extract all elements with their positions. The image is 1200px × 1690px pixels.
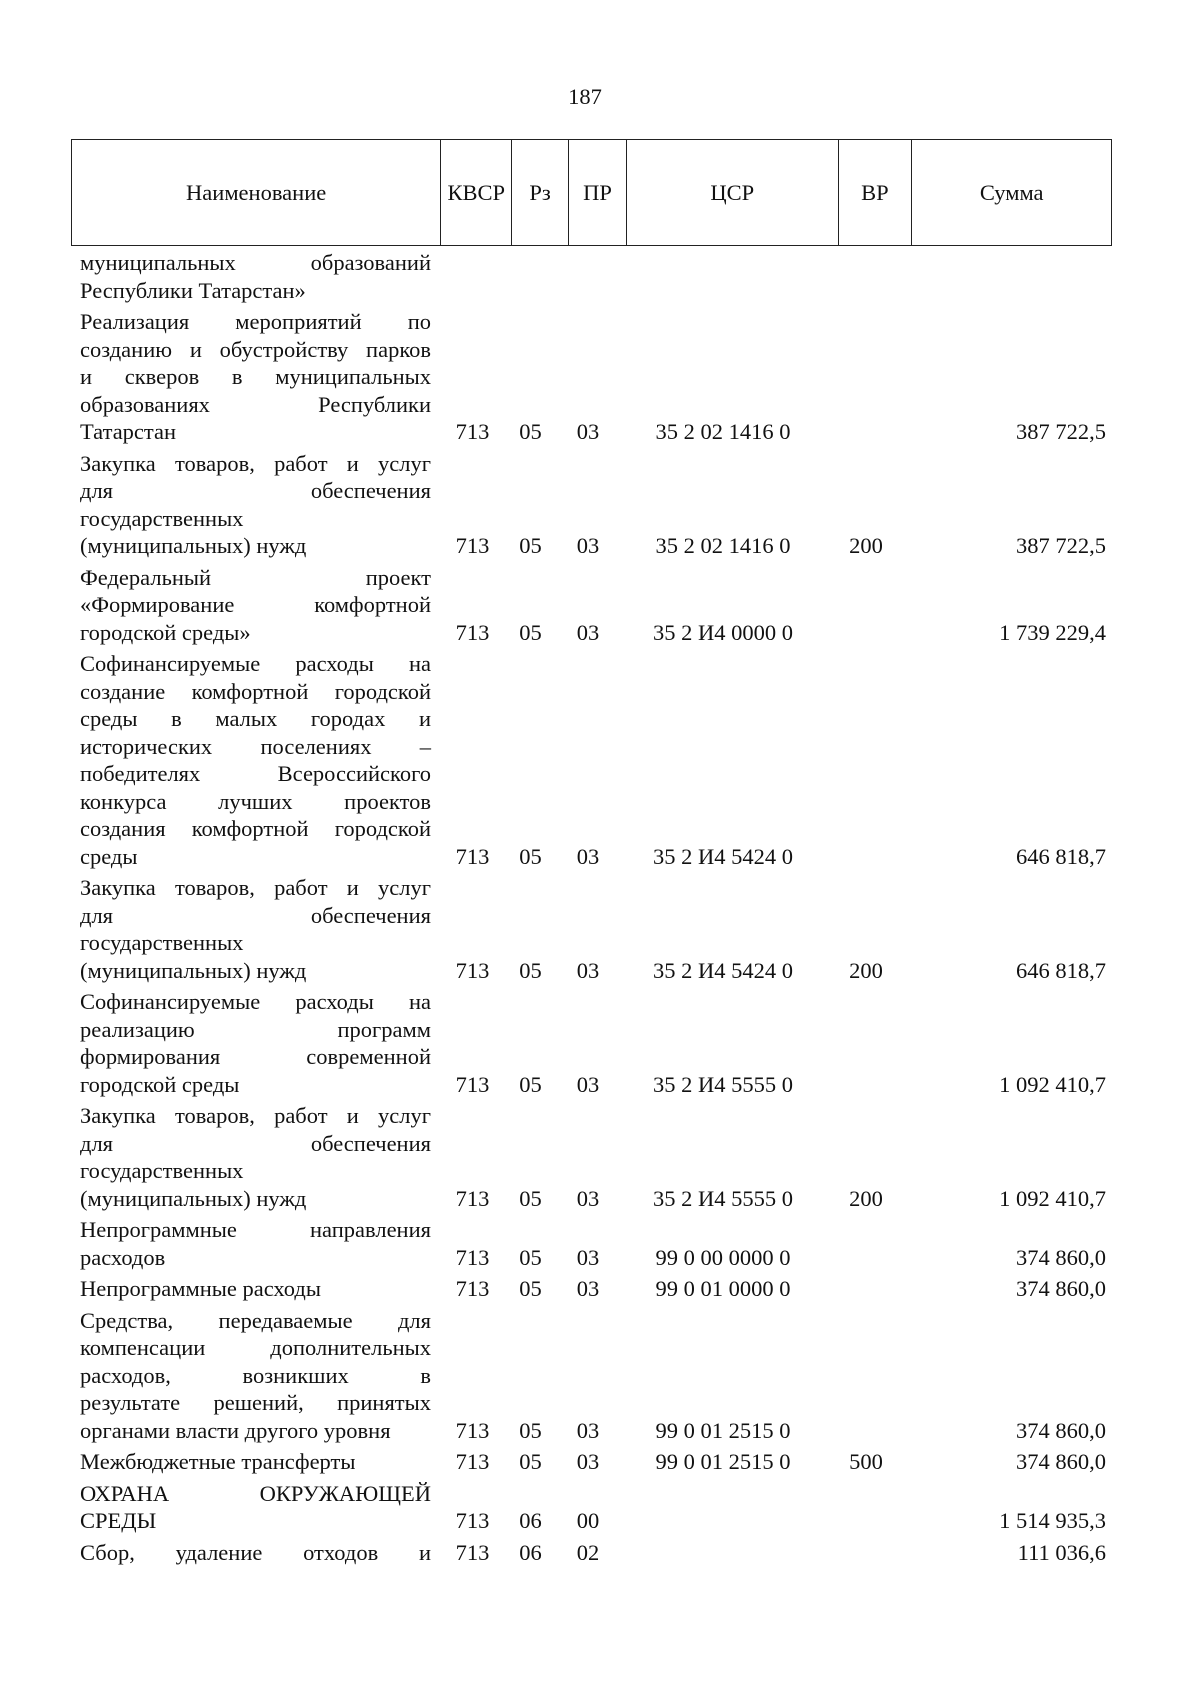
cell-sum: 646 818,7 [1016,843,1106,869]
row-name-line: городской среды» [80,619,251,645]
row-name-line: СРЕДЫ [80,1508,157,1533]
cell-pr: 03 [576,1244,600,1270]
cell-rz: 05 [519,843,542,869]
cell-sum: 1 092 410,7 [999,1185,1106,1211]
cell-rz: 05 [519,1276,542,1301]
row-name [71,249,431,304]
header-kvsr: КВСР [441,140,512,245]
cell-csr: 35 2 И4 5424 0 [653,843,793,869]
row-name-line: создание комфортной городской [80,678,431,704]
table-row [71,249,1112,304]
table-row [71,1539,1112,1567]
cell-pr: 03 [576,1185,600,1211]
cell-rz: 05 [519,957,542,983]
header-rz: Рз [512,140,569,245]
cell-sum: 374 860,0 [1016,1449,1106,1474]
row-name [71,1307,431,1445]
cell-sum: 374 860,0 [1016,1244,1106,1270]
row-name-line: Закупка товаров, работ и услуг [80,1103,431,1128]
row-name-line: Непрограммные расходы [80,1276,321,1301]
cell-rz: 05 [519,1244,542,1270]
cell-pr: 03 [576,419,600,444]
cell-vr: 200 [849,1185,883,1211]
cell-kvsr: 713 [455,1244,490,1270]
row-name-line: Межбюджетные трансферты [80,1449,356,1474]
row-name-line: компенсации дополнительных [80,1335,431,1360]
cell-csr: 99 0 01 2515 0 [655,1449,791,1474]
row-name-line: среды [80,843,138,869]
cell-sum: 646 818,7 [1016,957,1106,983]
row-name-line: (муниципальных) нужд [80,533,307,558]
cell-kvsr: 713 [455,1185,490,1211]
cell-rz: 05 [519,1449,542,1474]
cell-kvsr: 713 [455,1539,490,1565]
cell-csr: 35 2 И4 0000 0 [653,619,793,645]
cell-pr: 03 [576,957,600,983]
cell-kvsr: 713 [455,533,490,558]
cell-csr: 99 0 01 0000 0 [655,1276,791,1301]
row-name-line: образованиях Республики [80,391,431,417]
cell-kvsr: 713 [455,619,490,645]
row-name-line: государственных [80,1158,244,1183]
cell-pr: 03 [576,533,600,558]
table-row [71,564,1112,647]
row-name-line: исторических поселениях – [80,733,431,759]
row-name-line: Средства, передаваемые для [80,1307,431,1333]
cell-vr: 500 [849,1449,883,1474]
table-row [71,1102,1112,1212]
row-name-line: расходов [80,1244,166,1270]
row-name [71,1275,431,1303]
row-name-line: и скверов в муниципальных [80,364,431,389]
cell-rz: 06 [519,1539,542,1565]
cell-pr: 03 [576,843,600,869]
row-name [71,450,431,560]
header-csr: ЦСР [627,140,839,245]
row-name-line: Республики Татарстан» [80,277,306,303]
cell-kvsr: 713 [455,1417,490,1443]
row-name-line: для обеспечения [80,478,431,503]
cell-csr: 35 2 И4 5555 0 [653,1071,793,1097]
cell-kvsr: 713 [455,843,490,869]
cell-kvsr: 713 [455,1276,490,1301]
row-name [71,988,431,1098]
cell-pr: 03 [576,1071,600,1097]
header-sum: Сумма [979,179,1044,205]
row-name-line: Федеральный проект [80,564,431,590]
cell-csr: 35 2 И4 5424 0 [653,957,793,983]
row-name-line: (муниципальных) нужд [80,1185,307,1211]
cell-sum: 374 860,0 [1016,1276,1106,1301]
cell-sum: 387 722,5 [1016,533,1106,558]
row-name [71,1539,431,1567]
cell-csr: 35 2 02 1416 0 [655,533,791,558]
cell-sum: 1 739 229,4 [999,619,1106,645]
row-name-line: Татарстан [80,419,177,444]
row-name [71,564,431,647]
cell-sum: 1 514 935,3 [999,1508,1106,1533]
cell-csr: 99 0 01 2515 0 [655,1417,791,1443]
header-name: Наименование [72,140,441,245]
cell-kvsr: 713 [455,957,490,983]
cell-vr: 200 [849,957,883,983]
header-vr: ВР [839,140,913,245]
table-row [71,1307,1112,1445]
header-pr: ПР [569,140,627,245]
cell-pr: 00 [576,1508,600,1533]
table-row [71,874,1112,984]
cell-kvsr: 713 [455,1071,490,1097]
row-name-line: ОХРАНА ОКРУЖАЮЩЕЙ [80,1480,431,1506]
row-name-line: победителях Всероссийского [80,761,431,786]
table-header [71,139,1112,246]
table-row [71,308,1112,446]
table-row [71,450,1112,560]
cell-csr: 99 0 00 0000 0 [655,1244,791,1270]
cell-rz: 05 [519,419,542,444]
row-name-line: создания комфортной городской [80,816,431,841]
row-name [71,1216,431,1271]
row-name-line: для обеспечения [80,1130,431,1156]
row-name-line: созданию и обустройству парков [80,336,431,362]
cell-rz: 05 [519,619,542,645]
row-name [71,1480,431,1535]
cell-vr: 200 [849,533,883,558]
row-name-line: формирования современной [80,1044,431,1069]
row-name-line: Закупка товаров, работ и услуг [80,450,431,476]
row-name-line: государственных [80,930,244,955]
row-name-line: Софинансируемые расходы на [80,989,431,1014]
table-row [71,1448,1112,1476]
cell-pr: 03 [576,1417,600,1443]
row-name-line: Реализация мероприятий по [80,309,431,334]
row-name-line: конкурса лучших проектов [80,788,431,814]
row-name-line: государственных [80,505,244,531]
row-name-line: реализацию программ [80,1016,431,1042]
row-name [71,1448,431,1476]
row-name [71,874,431,984]
row-name [71,308,431,446]
table-row [71,1480,1112,1535]
row-name [71,1102,431,1212]
row-name-line: (муниципальных) нужд [80,957,307,983]
row-name-line: Закупка товаров, работ и услуг [80,875,431,900]
cell-sum: 387 722,5 [1016,419,1106,444]
cell-sum: 111 036,6 [1017,1539,1106,1565]
cell-sum: 1 092 410,7 [999,1071,1106,1097]
cell-sum: 374 860,0 [1016,1417,1106,1443]
cell-kvsr: 713 [455,1508,490,1533]
row-name-line: «Формирование комфортной [80,592,431,617]
cell-rz: 05 [519,1417,542,1443]
row-name-line: Софинансируемые расходы на [80,651,431,676]
row-name-line: городской среды [80,1071,240,1097]
row-name-line: среды в малых городах и [80,706,431,731]
row-name-line: для обеспечения [80,902,431,928]
page-number: 187 [568,84,602,109]
cell-csr: 35 2 И4 5555 0 [653,1185,793,1211]
cell-kvsr: 713 [455,1449,490,1474]
table-body [71,249,1112,1570]
cell-rz: 05 [519,1185,542,1211]
cell-pr: 02 [576,1539,600,1565]
row-name-line: органами власти другого уровня [80,1417,391,1443]
row-name-line: Непрограммные направления [80,1217,431,1242]
row-name-line: расходов, возникших в [80,1362,431,1388]
table-row [71,1216,1112,1271]
row-name [71,650,431,870]
cell-rz: 06 [519,1508,542,1533]
cell-pr: 03 [576,619,600,645]
cell-kvsr: 713 [455,419,490,444]
cell-rz: 05 [519,533,542,558]
cell-pr: 03 [576,1449,600,1474]
table-row [71,1275,1112,1303]
row-name-line: муниципальных образований [80,250,431,275]
cell-pr: 03 [576,1276,600,1301]
cell-csr: 35 2 02 1416 0 [655,419,791,444]
cell-rz: 05 [519,1071,542,1097]
row-name-line: Сбор, удаление отходов и [80,1539,431,1565]
row-name-line: результате решений, принятых [80,1390,431,1415]
table-row [71,988,1112,1098]
table-row [71,650,1112,870]
